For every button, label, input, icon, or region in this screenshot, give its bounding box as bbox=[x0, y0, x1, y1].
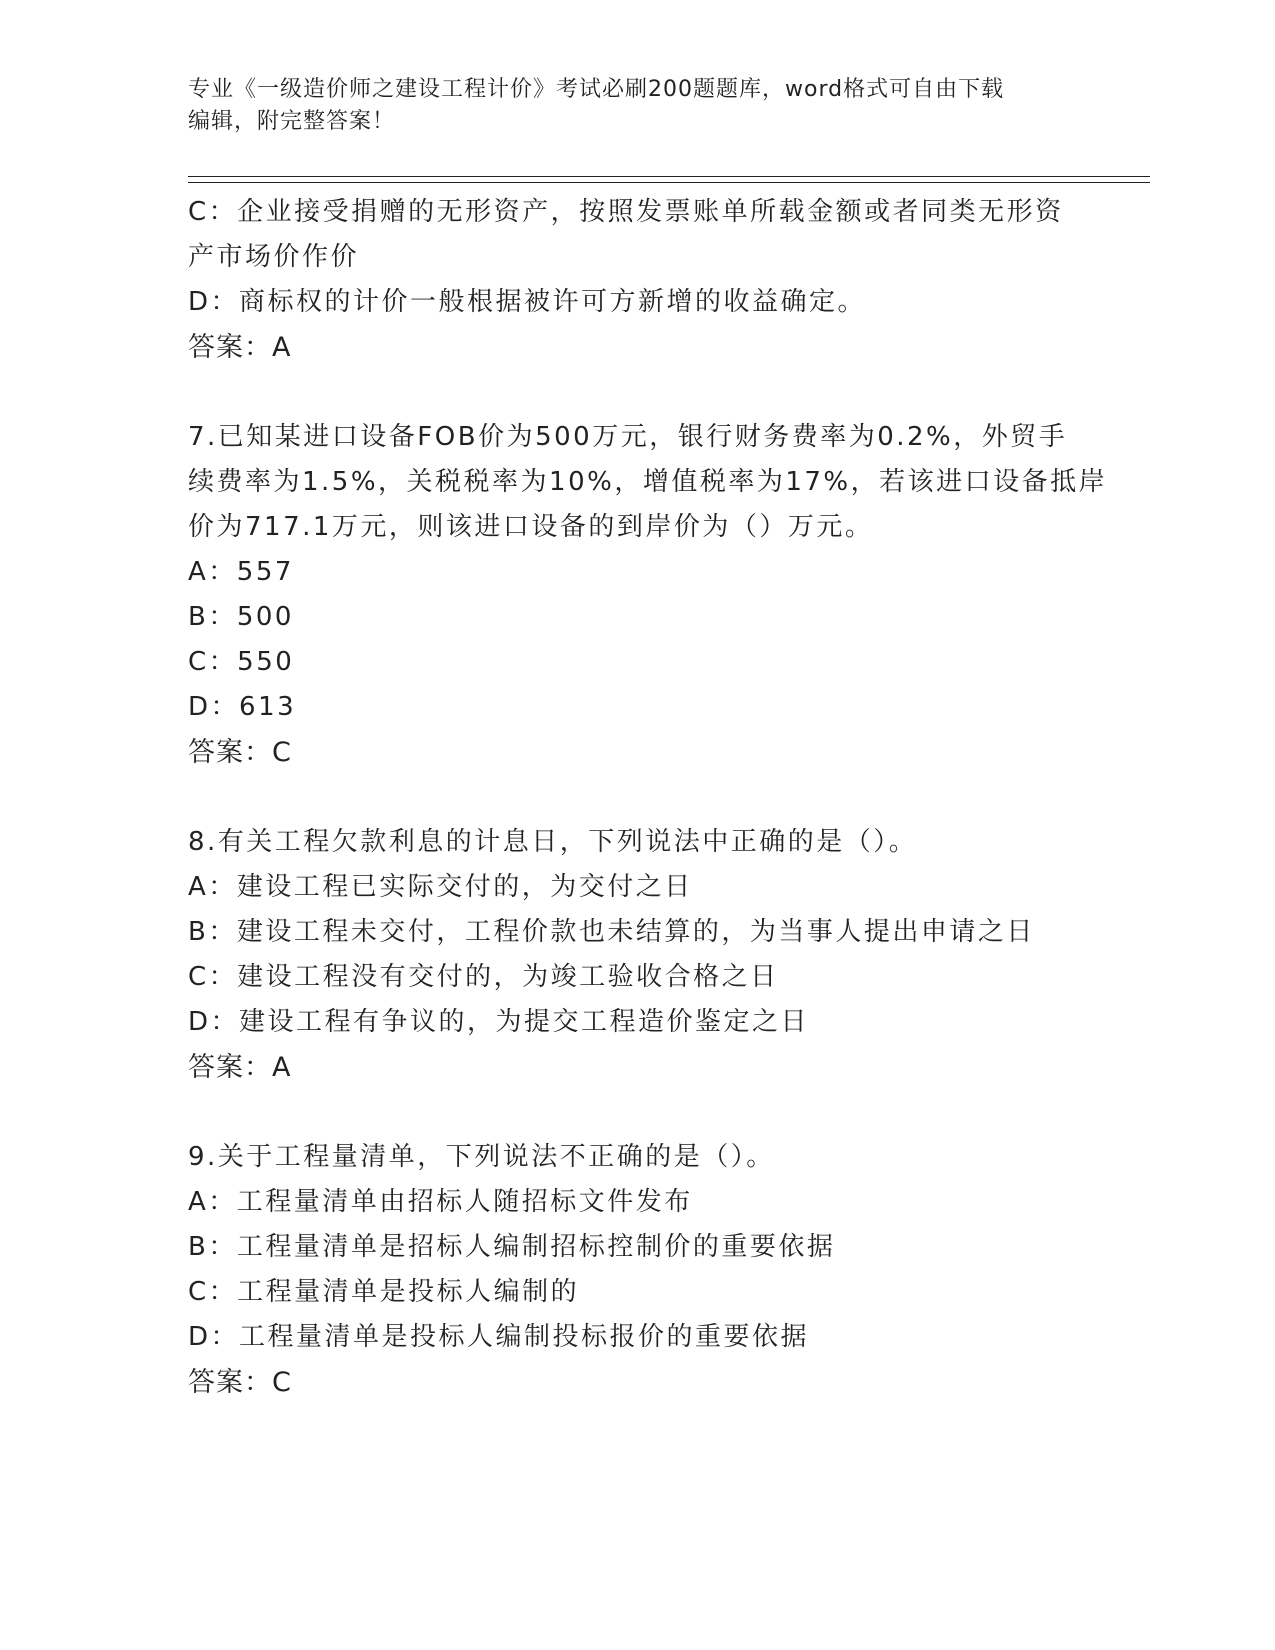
q7-option-d: D：613 bbox=[188, 692, 297, 722]
document-body bbox=[188, 190, 1108, 1405]
q6-answer: 答案：A bbox=[188, 332, 292, 363]
q6-option-c-line-1: C：企业接受捐赠的无形资产，按照发票账单所载金额或者同类无形资 bbox=[188, 197, 1064, 227]
question-7 bbox=[188, 415, 1108, 775]
q7-option-a: A：557 bbox=[188, 557, 294, 587]
q6-option-d: D：商标权的计价一般根据被许可方新增的收益确定。 bbox=[188, 287, 867, 317]
question-9 bbox=[188, 1135, 1088, 1405]
q9-option-c: C：工程量清单是投标人编制的 bbox=[188, 1277, 580, 1307]
spacer bbox=[188, 1090, 1088, 1135]
q7-answer: 答案：C bbox=[188, 737, 292, 768]
q7-option-c: C：550 bbox=[188, 647, 295, 677]
q8-stem: 8.有关工程欠款利息的计息日，下列说法中正确的是（）。 bbox=[188, 827, 918, 857]
question-8 bbox=[188, 820, 1088, 1090]
q8-option-c: C：建设工程没有交付的，为竣工验收合格之日 bbox=[188, 962, 779, 992]
q7-stem-line-2: 续费率为1.5%，关税税率为10%，增值税率为17%，若该进口设备抵岸 bbox=[188, 467, 1108, 497]
q6-option-c-line-2: 产市场价作价 bbox=[188, 242, 360, 272]
header-line-2: 编辑，附完整答案！ bbox=[188, 109, 396, 134]
header-line-1: 专业《一级造价师之建设工程计价》考试必刷200题题库，word格式可自由下载 bbox=[188, 77, 1005, 102]
question-6-tail bbox=[188, 190, 1088, 370]
q7-stem-line-3: 价为717.1万元，则该进口设备的到岸价为（）万元。 bbox=[188, 512, 874, 542]
q8-option-b: B：建设工程未交付，工程价款也未结算的，为当事人提出申请之日 bbox=[188, 917, 1035, 947]
q9-option-b: B：工程量清单是招标人编制招标控制价的重要依据 bbox=[188, 1232, 836, 1262]
q7-option-b: B：500 bbox=[188, 602, 294, 632]
q8-option-d: D：建设工程有争议的，为提交工程造价鉴定之日 bbox=[188, 1007, 810, 1037]
q9-option-a: A：工程量清单由招标人随招标文件发布 bbox=[188, 1187, 693, 1217]
header-divider-top bbox=[188, 176, 1150, 177]
q7-stem-line-1: 7.已知某进口设备FOB价为500万元，银行财务费率为0.2%，外贸手 bbox=[188, 422, 1068, 452]
spacer bbox=[188, 775, 1088, 820]
q9-option-d: D：工程量清单是投标人编制投标报价的重要依据 bbox=[188, 1322, 810, 1352]
q8-answer: 答案：A bbox=[188, 1052, 292, 1083]
spacer bbox=[188, 370, 1088, 415]
q9-stem: 9.关于工程量清单，下列说法不正确的是（）。 bbox=[188, 1142, 775, 1172]
header-divider-bottom bbox=[188, 182, 1150, 183]
q8-option-a: A：建设工程已实际交付的，为交付之日 bbox=[188, 872, 693, 902]
document-header bbox=[188, 74, 1078, 138]
q9-answer: 答案：C bbox=[188, 1367, 292, 1398]
